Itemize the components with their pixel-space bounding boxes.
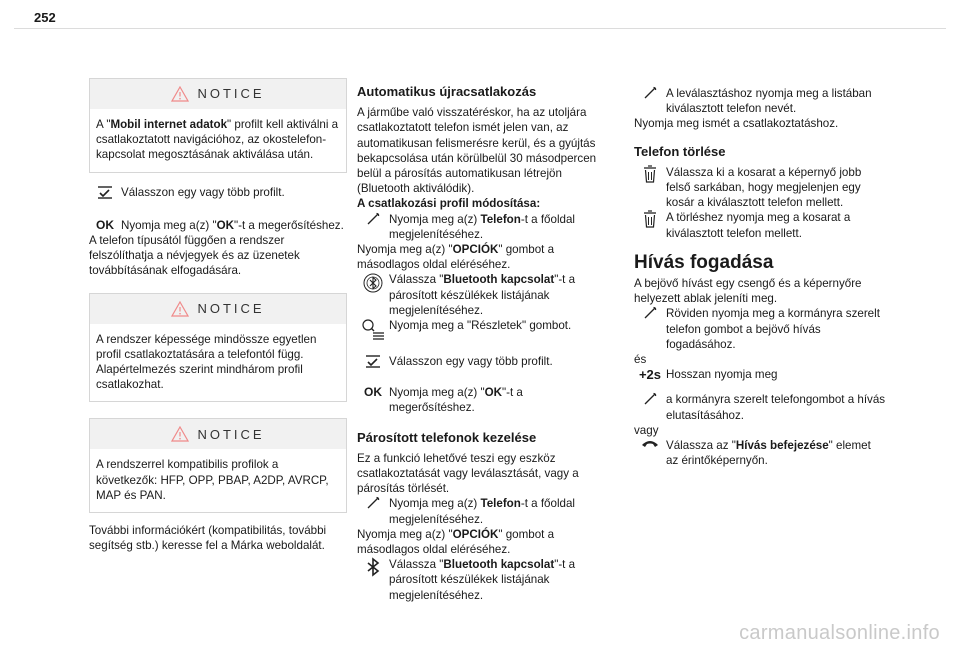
instruction-row (89, 185, 347, 200)
text-part: "-t a megerősítéshez. (234, 218, 344, 232)
warning-icon (171, 301, 189, 317)
text-part: "-t a párosított készülékek listájának megjelenítéséhez. (389, 273, 576, 317)
text-bold: Hívás befejezése (735, 439, 829, 453)
handset-icon (634, 86, 666, 100)
details-icon (357, 318, 389, 340)
instruction-text (666, 438, 886, 468)
text-bold: OPCIÓK (452, 527, 499, 541)
instruction-text: A törléshez nyomja meg a kosarat a kiválasztott telefon mellett. (666, 211, 851, 240)
instruction-row (634, 392, 886, 422)
instruction-text: a kormányra szerelt telefongombot a hívás elutasításához. (666, 393, 886, 422)
text-bold: OK (216, 218, 234, 232)
notice-box-1 (89, 78, 347, 173)
instruction-text (389, 496, 609, 526)
paragraph: Nyomja meg ismét a csatlakoztatáshoz. (634, 117, 839, 131)
text-part: Nyomja meg a(z) " (389, 386, 485, 400)
notice-box-2 (89, 293, 347, 403)
notice-body: A rendszer képessége mindössze egyetlen profil csatlakoztatására a telefontól függ. Alapértelmezés szerint mindhárom profil csatlakozhat. (96, 332, 317, 392)
instruction-row (634, 438, 886, 468)
instruction-row (357, 496, 609, 526)
instruction-row (357, 318, 609, 340)
paragraph: Ez a funkció lehetővé teszi egy eszköz csatlakoztatását vagy leválasztását, vagy a párosítás törlését. (357, 451, 579, 496)
text-part: "-t a megerősítéshez. (389, 386, 523, 415)
text-part: Nyomja meg a(z) " (357, 527, 453, 541)
text-part: " elemet az érintőképernyőn. (666, 439, 871, 468)
subheading: A csatlakozási profil módosítása: (357, 197, 541, 211)
checklist-icon (89, 185, 121, 199)
section-heading: Automatikus újracsatlakozás (357, 84, 537, 99)
notice-header (90, 419, 346, 449)
trash-icon (634, 210, 666, 228)
handset-icon (357, 496, 389, 510)
instruction-row (89, 218, 347, 233)
text-part: " gombot a másodlagos oldal eléréséhez. (357, 527, 555, 557)
text-bold: Bluetooth kapcsolat (443, 558, 555, 572)
instruction-text: Válassza ki a kosarat a képernyő jobb felső sarkában, hogy megjelenjen egy kosár a kiválasztott telefon mellett. (666, 165, 862, 210)
section-heading: Párosított telefonok kezelése (357, 429, 537, 445)
handset-icon (634, 306, 666, 320)
instruction-row (634, 367, 886, 382)
text-bold: Telefon (480, 212, 521, 226)
text-part: Nyomja meg a(z) " (357, 243, 453, 257)
instruction-text (389, 385, 609, 415)
paragraph: További információkért (kompatibilitás, további segítség stb.) keresse fel a Márka weboldalát. (89, 524, 327, 553)
instruction-text: Nyomja meg a "Részletek" gombot. (389, 319, 572, 333)
text-part: Válassza " (389, 558, 444, 572)
bluetooth-settings-icon (357, 272, 389, 294)
instruction-row (357, 212, 609, 242)
notice-title: NOTICE (197, 426, 265, 442)
watermark: carmanualsonline.info (739, 622, 940, 644)
text-part: Nyomja meg a(z) (389, 497, 481, 511)
notice-box-3 (89, 418, 347, 513)
instruction-text: Hosszan nyomja meg (666, 368, 778, 382)
column-3 (634, 86, 886, 468)
notice-title: NOTICE (197, 301, 265, 317)
notice-header (90, 294, 346, 324)
instruction-row (634, 165, 886, 211)
notice-text: " profilt kell aktiválni a csatlakoztatott navigációhoz, az okostelefon-kapcsolat megosztásának aktiválása után. (96, 118, 339, 162)
instruction-row (357, 557, 609, 603)
notice-body (90, 109, 346, 172)
bluetooth-icon (357, 557, 389, 577)
text-part: -t a főoldal megjelenítéséhez. (389, 212, 575, 241)
handset-icon (357, 212, 389, 226)
text-part: "-t a párosított készülékek listájának megjelenítéséhez. (389, 558, 576, 602)
handset-icon (634, 392, 666, 406)
text-part: Nyomja meg a(z) " (121, 218, 217, 232)
instruction-row (634, 86, 886, 116)
instruction-text: Röviden nyomja meg a kormányra szerelt telefon gombot a bejövő hívás fogadásához. (666, 307, 880, 351)
text-part: Válassza az " (666, 439, 736, 453)
section-heading: Telefon törlése (634, 143, 726, 159)
hang-up-icon (634, 438, 666, 448)
paragraph (357, 527, 609, 557)
long-press-icon: +2s (638, 367, 662, 383)
text-part: " gombot a másodlagos oldal eléréséhez. (357, 243, 555, 272)
instruction-text: A leválasztáshoz nyomja meg a listában kiválasztott telefon nevét. (666, 87, 872, 116)
instruction-row (357, 385, 609, 415)
column-2 (357, 78, 609, 603)
text-bold: Telefon (480, 497, 521, 511)
instruction-text (121, 218, 344, 233)
warning-icon (171, 86, 189, 102)
text-bold: OPCIÓK (452, 243, 499, 257)
ok-icon: OK (364, 385, 382, 400)
paragraph: A bejövő hívást egy csengő és a képernyőre helyezett ablak jeleníti meg. (634, 277, 862, 306)
notice-bold: Mobil internet adatok (110, 118, 228, 131)
text-bold: OK (484, 386, 502, 400)
paragraph: vagy (634, 423, 659, 437)
instruction-row (357, 354, 609, 369)
instruction-text: Válasszon egy vagy több profilt. (389, 355, 553, 369)
instruction-text: Válasszon egy vagy több profilt. (121, 185, 285, 199)
section-heading: Hívás fogadása (634, 251, 774, 273)
text-part: Nyomja meg a(z) (389, 212, 481, 226)
paragraph (357, 242, 609, 272)
page-number: 252 (34, 10, 56, 25)
trash-icon (634, 165, 666, 183)
notice-title: NOTICE (197, 86, 265, 102)
notice-text: A " (96, 118, 111, 131)
instruction-row (634, 306, 886, 352)
notice-header (90, 79, 346, 109)
text-part: -t a főoldal megjelenítéséhez. (389, 497, 575, 526)
instruction-text (389, 557, 609, 603)
paragraph: és (634, 353, 647, 367)
instruction-text (389, 272, 609, 318)
top-rule (14, 28, 946, 29)
paragraph: A telefon típusától függően a rendszer felszólíthatja a névjegyek és az üzenetek továbbításának elfogadására. (89, 234, 300, 278)
instruction-text (389, 212, 609, 242)
warning-icon (171, 426, 189, 442)
text-part: Válassza " (389, 273, 444, 287)
instruction-row (357, 272, 609, 318)
text-bold: Bluetooth kapcsolat (443, 273, 555, 287)
column-1 (89, 78, 347, 553)
checklist-icon (357, 354, 389, 368)
instruction-row (634, 210, 886, 240)
notice-body: A rendszerrel kompatibilis profilok a következők: HFP, OPP, PBAP, A2DP, AVRCP, MAP és PAN. (96, 458, 329, 502)
ok-icon: OK (96, 217, 114, 232)
paragraph: A járműbe való visszatéréskor, ha az utoljára csatlakoztatott telefon ismét jelen van, az automatikusan felismerésre kerül, és a gyújtás bekapcsolása után körülbelül 30 másodpercen belül a párosítás automatikusan létrejön (Bluetooth aktiválódik). (357, 106, 597, 196)
